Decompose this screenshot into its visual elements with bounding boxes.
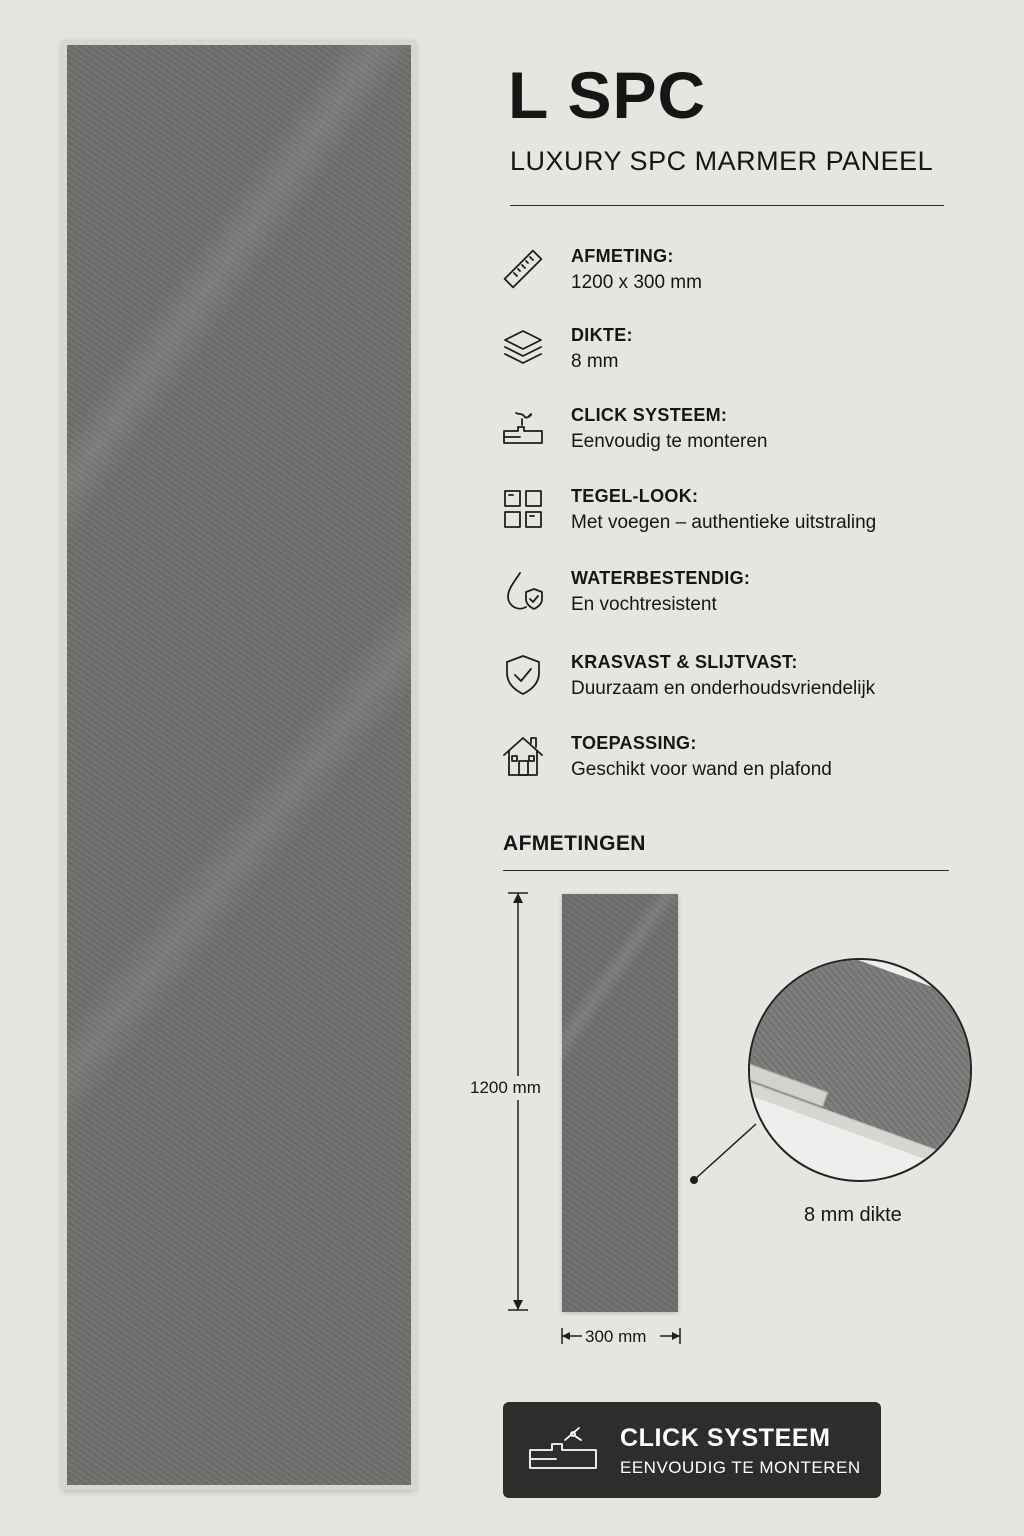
dimensions-section-title: AFMETINGEN <box>503 832 646 855</box>
feature-title: TOEPASSING: <box>571 733 697 753</box>
marble-panel-surface <box>67 45 411 1485</box>
click-joint-icon <box>527 1424 599 1476</box>
feature-description: 8 mm <box>571 351 619 372</box>
feature-toepassing <box>500 733 970 793</box>
banner-title: CLICK SYSTEEM <box>620 1424 831 1452</box>
banner-subtitle: EENVOUDIG TE MONTEREN <box>620 1458 861 1477</box>
panel-top-surface <box>748 958 972 1182</box>
feature-description: Eenvoudig te monteren <box>571 431 768 452</box>
feature-title: WATERBESTENDIG: <box>571 568 751 588</box>
feature-description: En vochtresistent <box>571 594 717 615</box>
feature-tegel-look <box>500 486 970 546</box>
title-divider <box>510 205 944 206</box>
feature-afmeting <box>500 246 970 306</box>
feature-title: DIKTE: <box>571 325 633 345</box>
detail-pointer-line <box>686 1118 766 1188</box>
feature-description: Geschikt voor wand en plafond <box>571 759 832 780</box>
feature-click-systeem <box>500 405 970 465</box>
feature-title: TEGEL-LOOK: <box>571 486 699 506</box>
layers-icon <box>500 325 548 373</box>
height-label: 1200 mm <box>470 1076 541 1100</box>
click-joint-icon <box>500 405 548 453</box>
thickness-detail-circle <box>748 958 972 1182</box>
feature-waterbestendig <box>500 568 970 628</box>
feature-description: Met voegen – authentieke uitstraling <box>571 512 877 533</box>
feature-description: 1200 x 300 mm <box>571 272 702 293</box>
feature-title: CLICK SYSTEEM: <box>571 405 728 425</box>
feature-dikte <box>500 325 970 385</box>
marble-panel-image <box>62 40 416 1490</box>
product-subtitle: LUXURY SPC MARMER PANEEL <box>510 146 934 176</box>
ruler-icon <box>500 246 548 294</box>
shield-check-icon <box>500 652 548 700</box>
house-icon <box>500 733 548 781</box>
feature-title: AFMETING: <box>571 246 674 266</box>
water-drop-shield-icon <box>500 568 548 616</box>
section-divider <box>503 870 949 871</box>
panel-dimension-preview <box>562 894 678 1312</box>
feature-krasvast <box>500 652 970 712</box>
tile-grid-icon <box>500 486 548 534</box>
click-systeem-banner <box>503 1402 881 1498</box>
feature-description: Duurzaam en onderhoudsvriendelijk <box>571 678 876 699</box>
product-title: L SPC <box>508 58 707 132</box>
width-label: 300 mm <box>585 1327 647 1346</box>
feature-title: KRASVAST & SLIJTVAST: <box>571 652 798 672</box>
thickness-label: 8 mm dikte <box>804 1204 902 1226</box>
height-dimension-line <box>500 885 540 1320</box>
